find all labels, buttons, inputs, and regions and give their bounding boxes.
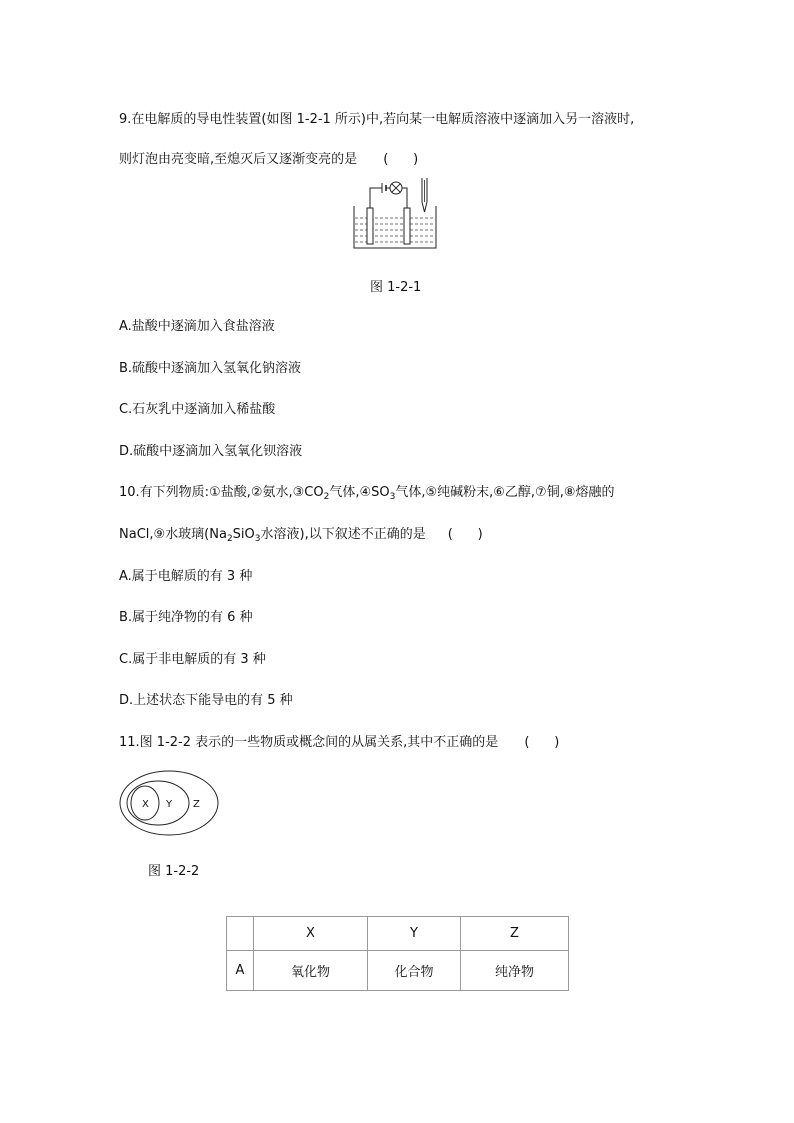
table-header-cell: Z [461,917,569,951]
table-cell: A [227,951,254,991]
label-y: Y [166,799,173,810]
table-cell: 纯净物 [461,951,569,991]
q9-stem-text: 则灯泡由亮变暗,至熄灭后又逐渐变亮的是 [119,152,358,167]
label-z: Z [193,799,200,810]
figure-1-2-2-caption: 图 1-2-2 [148,864,200,879]
q10-option-a: A.属于电解质的有 3 种 [119,569,253,584]
left-electrode [367,208,373,244]
q10-stem-line1: 10.有下列物质:①盐酸,②氨水$,③CO_2$气体$,④SO_3$气体,⑤纯碱粉末,⑥乙醇,⑦铜,⑧熔融的 [119,485,615,502]
table-header-cell [227,917,254,951]
label-x: X [142,799,149,810]
table-header-row [227,917,569,951]
set-y [127,781,189,825]
q10-stem-line2: NaCl,⑨水玻璃($Na_2SiO_3$水溶液),以下叙述不正确的是 ( ) [119,527,483,544]
q10-option-b: B.属于纯净物的有 6 种 [119,610,253,625]
table-row [227,951,569,991]
q9-stem-line1: 9.在电解质的导电性装置(如图 1-2-1 所示)中,若向某一电解质溶液中逐滴加入另一溶液时, [119,112,635,127]
table-cell: 化合物 [368,951,461,991]
bulb-icon [390,182,402,194]
q9-answer-blank: ( ) [383,152,419,167]
q11-stem: 11.图 1-2-2 表示的一些物质或概念间的从属关系,其中不正确的是 ( ) [119,735,560,750]
q9-stem-line2 [119,151,418,169]
q10-option-c: C.属于非电解质的有 3 种 [119,652,266,667]
table-header-cell: Y [368,917,461,951]
q9-option-a: A.盐酸中逐滴加入食盐溶液 [119,319,275,334]
q11-answer-blank: ( ) [524,735,560,750]
table-cell: 氧化物 [254,951,368,991]
right-electrode [404,208,410,244]
q9-option-b: B.硫酸中逐滴加入氢氧化钠溶液 [119,361,302,376]
q10-answer-blank: ( ) [447,527,483,542]
figure-1-2-1-caption: 图 1-2-1 [370,280,422,295]
table-header-cell: X [254,917,368,951]
nested-sets-diagram [118,768,220,838]
q9-option-d: D.硫酸中逐滴加入氢氧化钡溶液 [119,444,303,459]
dropper-icon [422,178,427,212]
conductivity-apparatus-diagram [350,176,440,252]
q9-option-c: C.石灰乳中逐滴加入稀盐酸 [119,402,276,417]
answer-table [226,916,569,991]
q10-option-d: D.上述状态下能导电的有 5 种 [119,693,293,708]
